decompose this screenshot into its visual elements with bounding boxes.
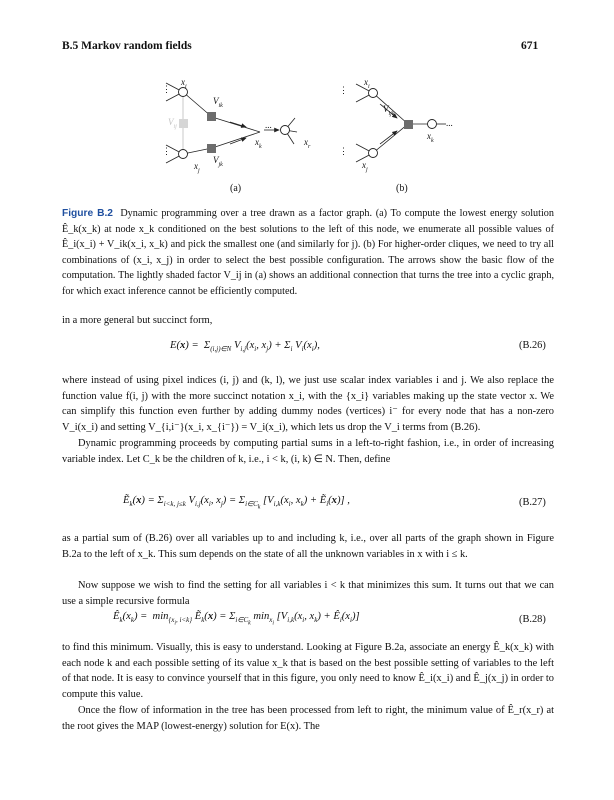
figure-caption: [62, 206, 554, 300]
eq-number-b28: (B.28): [519, 614, 546, 625]
caption-label: Figure B.2: [62, 208, 113, 219]
label-xr: $x_r$: [304, 137, 311, 150]
paragraph-1: where instead of using pixel indices (i, j) and (k, l), we just use scalar index variables i and j. We also replace the function value f(i, j) with the more succinct notation x_i, with the {x_i} variables making up the state vector x. We can simplify this function even further by adding dummy nodes (vertices) i⁻ for every node that has a non-zero V_i(x_i) and setting V_{i,i⁻}(x_i, x_{i⁻}) = V_i(x_i), which lets us drop the V_i terms from (B.26).: [62, 375, 554, 433]
panel-b-label: (b): [396, 183, 408, 194]
label-vij: $V_{ij}$: [168, 117, 177, 130]
eq-number-b27: (B.27): [519, 497, 546, 508]
label-xi: $x_i$: [181, 77, 187, 90]
vdots-a1: ⋮: [162, 84, 171, 94]
label-vijk: $V_{ijk}$: [383, 104, 395, 117]
vdots-a2: ⋮: [162, 146, 171, 156]
ellipsis-b: ...: [446, 118, 453, 128]
label-xj: $x_j$: [194, 161, 200, 174]
intro-text: in a more general but succinct form,: [62, 315, 213, 326]
panel-a-label: (a): [230, 183, 242, 194]
vdots-b1: ⋮: [339, 85, 348, 95]
label-xi-b: $x_i$: [364, 77, 370, 90]
label-xj-b: $x_j$: [362, 160, 368, 173]
paragraph-4: Now suppose we wish to find the setting for all variables i < k that minimizes this sum. It turns out that we can use a simple recursive formula: [62, 580, 554, 607]
ellipsis-a: ...: [265, 120, 272, 130]
page-number: 671: [521, 40, 539, 52]
figure-labels: [0, 0, 614, 200]
label-vik: $V_{ik}$: [213, 96, 223, 109]
label-vjk: $V_{jk}$: [213, 155, 223, 168]
paragraph-2: Dynamic programming proceeds by computing partial sums in a left-to-right fashion, i.e., in order of increasing variable index. Let C_k be the children of k, i.e., i < k, (i, k) ∈ N. Then, define: [62, 438, 554, 465]
eq-number-b26: (B.26): [519, 340, 546, 351]
paragraph-3: as a partial sum of (B.26) over all variables up to and including k, i.e., over all parts of the graph shown in Figure B.2a to the left of x_k. This sum depends on the state of all the unknown variables in x with i ≤ k.: [62, 533, 554, 560]
label-xk-b: $x_k$: [427, 131, 434, 144]
paragraph-6: Once the flow of information in the tree has been processed from left to right, the minimum value of Ê_r(x_r) at the root gives the MAP (lowest-energy) solution for E(x). The: [62, 705, 554, 732]
vdots-b2: ⋮: [339, 146, 348, 156]
section-title: B.5 Markov random fields: [62, 40, 192, 52]
equation-b27: Ẽ$_k$(x) = $\Sigma_{i<k, j\le k}$ $V_{i,j}(x_i$, $x_j) = \Sigma_{i\in C_k}$ [$V_{i,k}(x_i$, $x_k$) + Ẽ$_i$(x)] ,: [123, 495, 350, 511]
equation-b26: $E(x) = \Sigma_{(i,j)\in N}$ $V_{i,j}(x_i$, $x_j) + \Sigma_i$ $V_i(x_i)$,: [170, 340, 320, 354]
label-xk: $x_k$: [255, 137, 262, 150]
paragraph-5: to find this minimum. Visually, this is easy to understand. Looking at Figure B.2a, associate an energy Ê_k(x_k) with each node k and each possible setting of its value x_k that is based on the best possible setting of variables to the left of that node. It is easy to convince yourself that in this figure, you only need to know Ê_i(x_i) and Ê_j(x_j) in order to compute this value.: [62, 642, 554, 700]
equation-b28: $Ê_k(x_k) = \min_{\{x_i, i<k\}}$ Ẽ$_k$(x) = $\Sigma_{i\in C_k}$ $\min_{x_i} [V_{i,k}(x_i$, $x_k$) + $Ê_i(x_i)$]: [113, 611, 360, 627]
caption-text: Dynamic programming over a tree drawn as a factor graph. (a) To compute the lowest energy solution Ê_k(x_k) at node x_k conditioned on the best solutions to the left of this node, we enumerate all possible values of Ê_i(x_i) + V_ik(x_i, x_k) and pick the smallest one (and similarly for j). (b) For higher-order cliques, we need to try all combinations of (x_i, x_j) in order to select the best possible configuration. The arrows show the basic flow of the computation. The lightly shaded factor V_ij in (a) shows an additional connection that turns the tree into a cyclic graph, for which exact inference cannot be efficiently computed.: [62, 208, 554, 297]
